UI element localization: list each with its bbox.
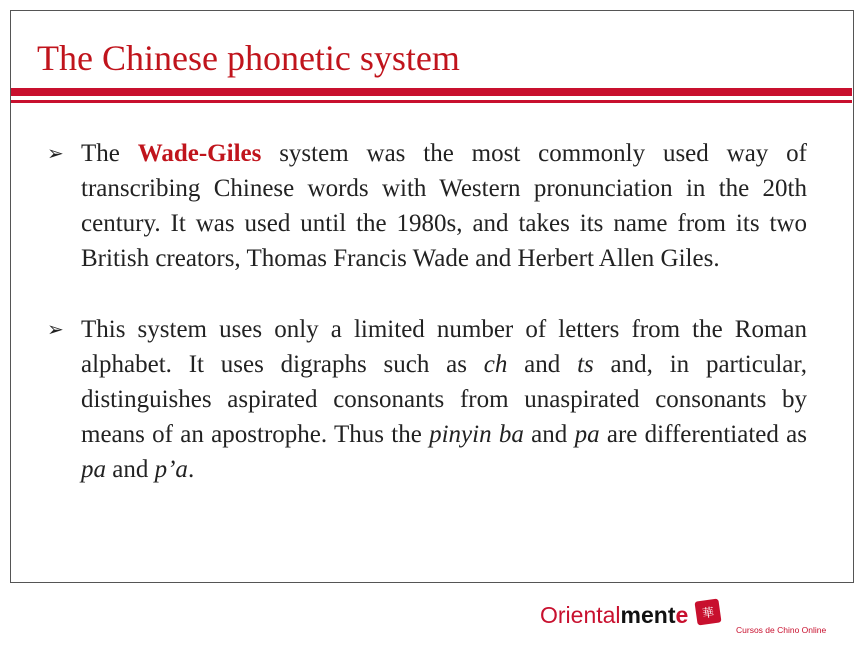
text-run: and, in particular, distinguishes aspirated consonants from unaspirated consonants by means of an apostrophe. Thus the (81, 351, 807, 448)
slide-title: The Chinese phonetic system (37, 38, 460, 78)
text-run: This system uses only a limited number of letters from the Roman alphabet. It uses digraphs such as (81, 316, 807, 378)
text-run: and (507, 351, 578, 378)
bullet-item (47, 136, 807, 276)
bullet-text (81, 140, 807, 272)
bullet-item (47, 312, 807, 487)
brand-name-bold: ment (620, 602, 676, 628)
text-run: The (81, 140, 138, 167)
text-run: and (523, 421, 575, 448)
brand-logo (540, 596, 720, 627)
title-rule-thick (11, 88, 852, 96)
slide-content (47, 136, 807, 523)
brand-name-end: e (675, 602, 689, 628)
italic-term: p’a (154, 456, 188, 483)
italic-term: ts (577, 351, 594, 378)
key-term: Wade-Giles (137, 140, 262, 167)
arrowhead-bullet-icon: ➢ (47, 141, 64, 165)
italic-term: pinyin ba (429, 421, 524, 448)
slide-frame (10, 10, 854, 583)
brand-name-light: Oriental (540, 602, 621, 628)
bullet-text (81, 316, 807, 483)
title-rule-thin (11, 100, 852, 103)
brand-wordmark (540, 604, 688, 627)
arrowhead-bullet-icon: ➢ (47, 317, 64, 341)
brand-tagline: Cursos de Chino Online (736, 625, 827, 635)
text-run: . (187, 456, 195, 483)
italic-term: ch (483, 351, 508, 378)
italic-term: pa (81, 456, 106, 483)
text-run: and (106, 456, 155, 483)
seal-stamp-icon: 華 (695, 598, 722, 625)
text-run: system was the most commonly used way of transcribing Chinese words with Western pronunciation in the 20th century. It was used until the 1980s, and takes its name from its two British creators, Thomas Francis Wade and Herbert Allen Giles. (81, 140, 807, 272)
text-run: are differentiated as (599, 421, 807, 448)
italic-term: pa (574, 421, 600, 448)
